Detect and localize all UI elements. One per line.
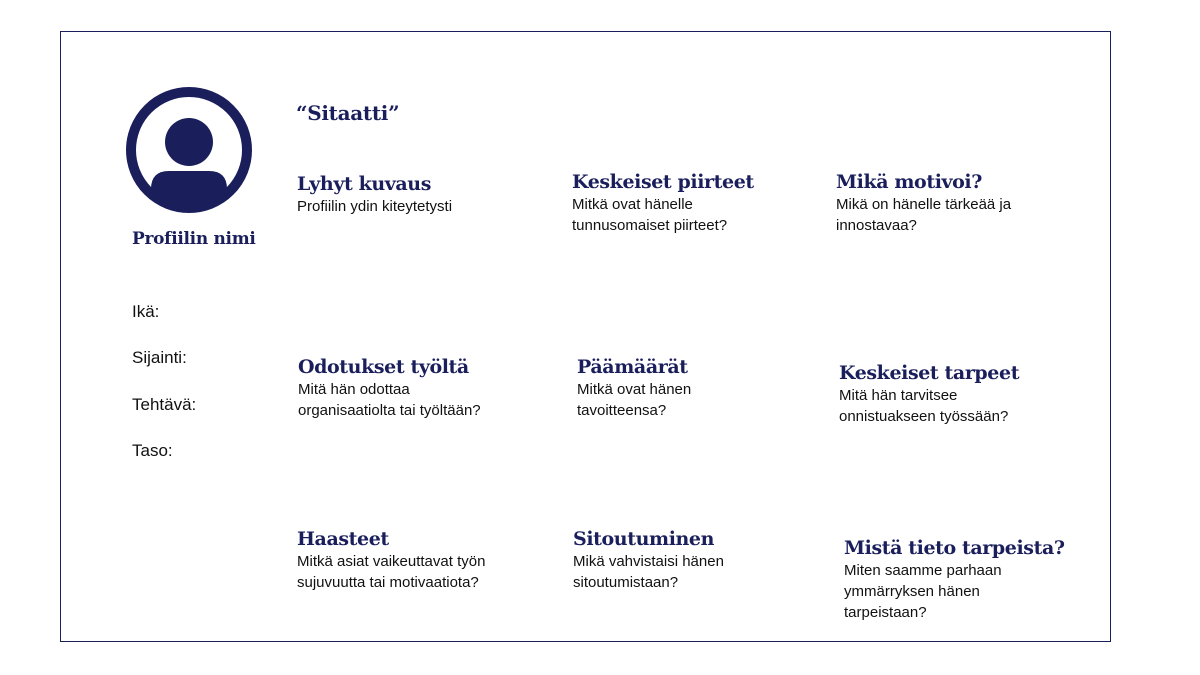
card-challenges [297,527,485,593]
profile-name: Profiilin nimi [132,229,256,249]
card-key-needs [839,361,1019,427]
card-work-expectations [298,355,481,421]
user-avatar-icon [124,85,254,215]
persona-quote: “Sitaatti” [296,101,400,125]
field-level-label: Taso: [132,441,173,460]
card-title: Mistä tieto tarpeista? [844,537,1065,559]
card-title: Haasteet [297,528,389,550]
card-description: Mitkä ovat hänelle tunnusomaiset piirteet? [572,196,728,234]
card-motivation [836,170,1011,236]
card-goals [577,355,691,421]
card-description: Profiilin ydin kiteytetysti [297,198,453,215]
card-title: Sitoutuminen [573,528,715,550]
field-age-label: Ikä: [132,302,160,321]
card-description: Mitä hän tarvitsee onnistuakseen työssään? [839,387,1009,425]
field-role-label: Tehtävä: [132,395,197,414]
card-description: Mikä vahvistaisi hänen sitoutumistaan? [573,553,724,591]
card-title: Keskeiset tarpeet [839,362,1020,384]
card-description: Mikä on hänelle tärkeää ja innostavaa? [836,196,1012,234]
card-title: Mikä motivoi? [836,171,982,193]
card-short-description [297,172,452,217]
card-commitment [573,527,724,593]
field-location-label: Sijainti: [132,348,187,367]
card-key-traits [572,170,754,236]
card-title: Odotukset työltä [298,356,469,378]
card-title: Keskeiset piirteet [572,171,754,193]
card-description: Mitä hän odottaa organisaatiolta tai työltään? [298,381,481,419]
card-needs-source [844,536,1065,623]
card-title: Lyhyt kuvaus [297,173,432,195]
card-title: Päämäärät [577,356,688,378]
card-description: Miten saamme parhaan ymmärryksen hänen tarpeistaan? [844,562,1002,621]
card-description: Mitkä asiat vaikeuttavat työn sujuvuutta tai motivaatiota? [297,553,486,591]
card-description: Mitkä ovat hänen tavoitteensa? [577,381,692,419]
